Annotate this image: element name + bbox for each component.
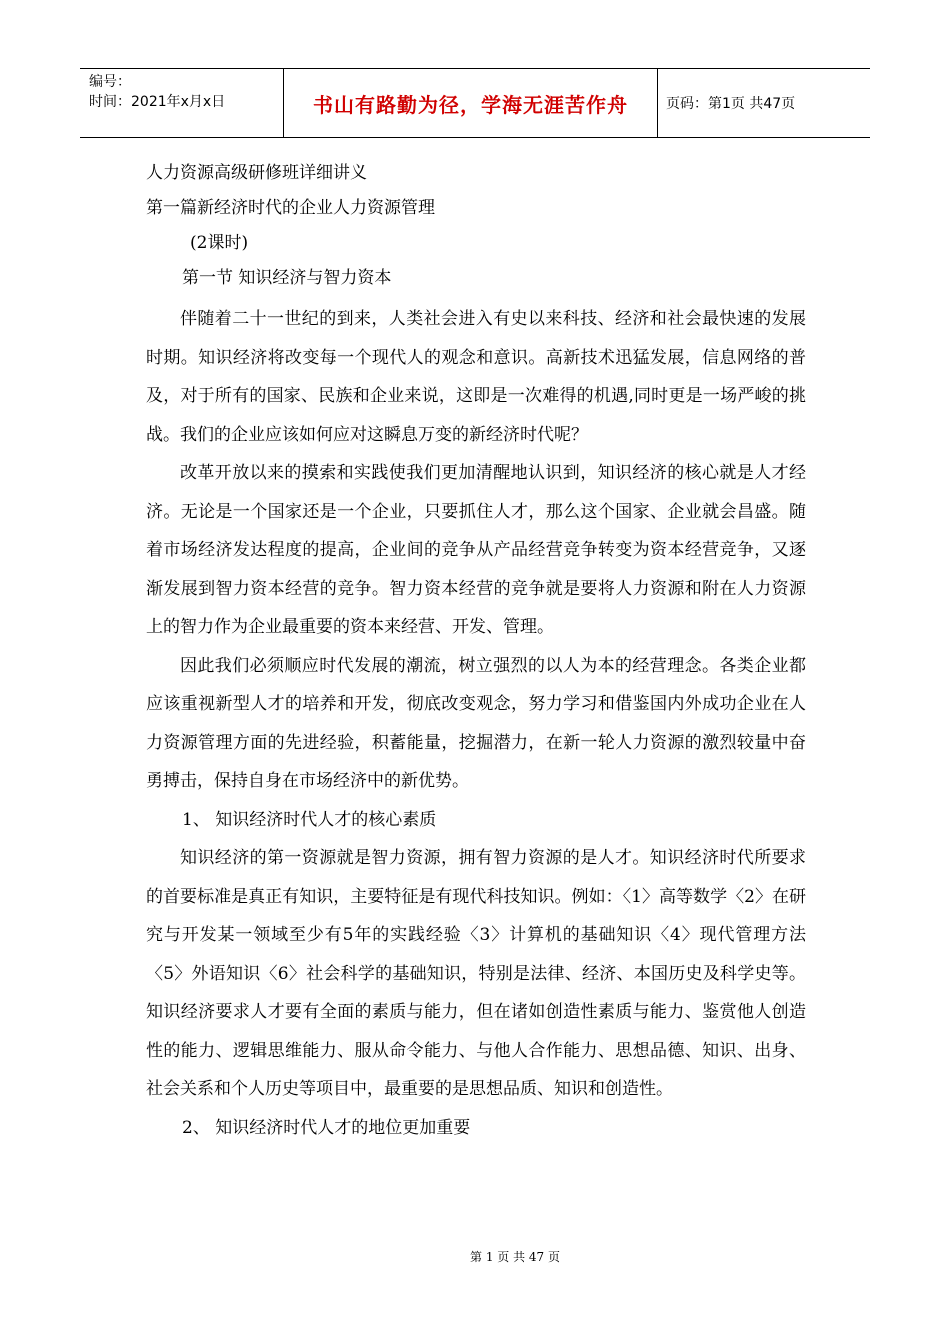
motto-text: 书山有路勤为径，学海无涯苦作舟 — [313, 92, 628, 117]
document-body — [146, 158, 806, 1147]
time-label: 时间：2021年x月x日 — [89, 94, 226, 110]
header-left-cell — [80, 69, 284, 137]
paragraph-1: 伴随着二十一世纪的到来，人类社会进入有史以来科技、经济和社会最快速的发展时期。知识经济将改变每一个现代人的观念和意识。高新技术迅猛发展，信息网络的普及，对于所有的国家、民族和企业来说，这即是一次难得的机遇,同时更是一场严峻的挑战。我们的企业应该如何应对这瞬息万变的新经济时代呢？ — [146, 309, 806, 445]
section-title: 第一节 知识经济与智力资本 — [182, 268, 392, 288]
paragraph-4: 知识经济的第一资源就是智力资源，拥有智力资源的是人才。知识经济时代所要求的首要标准是真正有知识，主要特征是有现代科技知识。例如：〈1〉高等数学〈2〉在研究与开发某一领域至少有5年的实践经验〈3〉计算机的基础知识〈4〉现代管理方法〈5〉外语知识〈6〉社会科学的基础知识，特别是法律、经济、本国历史及科学史等。知识经济要求人才要有全面的素质与能力，但在诸如创造性素质与能力、鉴赏他人创造性的能力、逻辑思维能力、服从命令能力、与他人合作能力、思想品德、知识、出身、社会关系和个人历史等项目中，最重要的是思想品质、知识和创造性。 — [146, 848, 806, 1099]
page-info-text: 页码：第1页 共47页 — [666, 96, 796, 112]
page-header — [80, 68, 870, 138]
header-page-info — [658, 69, 870, 137]
heading-2: 2、 知识经济时代人才的地位更加重要 — [182, 1117, 471, 1138]
page-footer: 第 1 页 共 47 页 — [470, 1250, 560, 1264]
heading-1: 1、 知识经济时代人才的核心素质 — [182, 809, 437, 830]
document-title: 人力资源高级研修班详细讲义 — [146, 163, 367, 183]
part-title: 第一篇新经济时代的企业人力资源管理 — [146, 198, 435, 218]
hours-note: (2课时) — [190, 233, 249, 253]
number-label: 编号： — [89, 74, 131, 90]
header-motto-cell — [284, 69, 658, 137]
paragraph-2: 改革开放以来的摸索和实践使我们更加清醒地认识到，知识经济的核心就是人才经济。无论是一个国家还是一个企业，只要抓住人才，那么这个国家、企业就会昌盛。随着市场经济发达程度的提高，企业间的竞争从产品经营竞争转变为资本经营竞争，又逐渐发展到智力资本经营的竞争。智力资本经营的竞争就是要将人力资源和附在人力资源上的智力作为企业最重要的资本来经营、开发、管理。 — [146, 463, 806, 637]
paragraph-3: 因此我们必须顺应时代发展的潮流，树立强烈的以人为本的经营理念。各类企业都应该重视新型人才的培养和开发，彻底改变观念，努力学习和借鉴国内外成功企业在人力资源管理方面的先进经验，积蓄能量，挖掘潜力，在新一轮人力资源的激烈较量中奋勇搏击，保持自身在市场经济中的新优势。 — [146, 655, 806, 791]
